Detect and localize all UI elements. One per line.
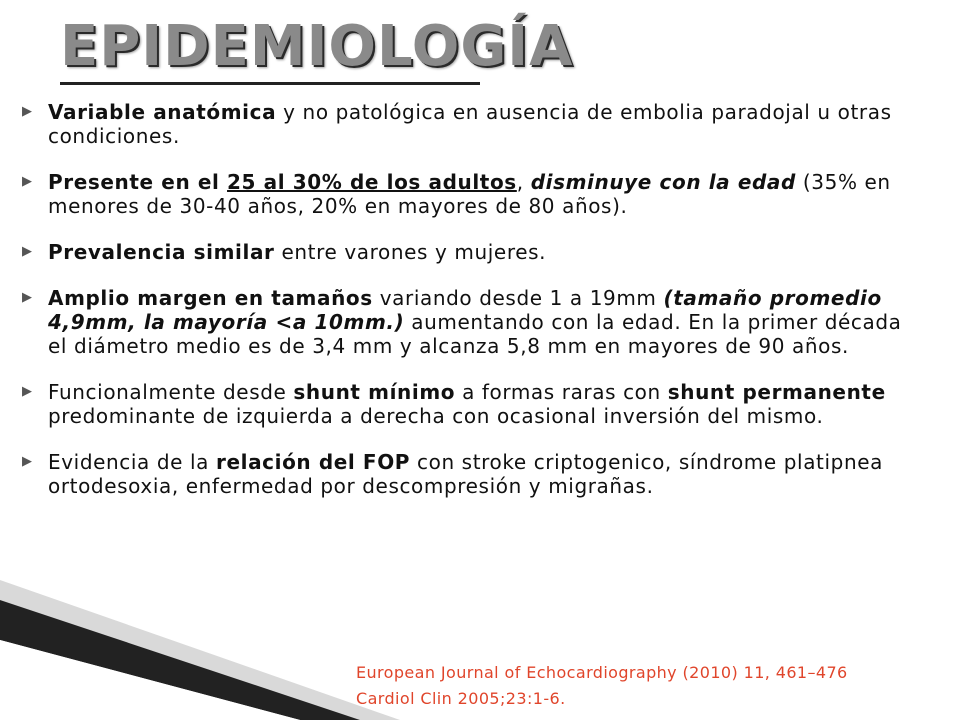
slide-title: EPIDEMIOLOGÍA: [60, 14, 574, 79]
bullet-text-segment: shunt mínimo: [293, 380, 456, 404]
bullet-text-segment: con stroke criptogenico, síndrome platipnea ortodesoxia, enfermedad por descompresión y migrañas.: [48, 450, 883, 498]
bullet-text-segment: Presente en el: [48, 170, 228, 194]
bullet-item: [22, 450, 922, 498]
arrow-right-icon: ▶: [22, 244, 33, 259]
arrow-right-icon: ▶: [22, 290, 33, 305]
references: [356, 660, 848, 712]
bullet-item: [22, 240, 922, 264]
bullet-list: [22, 100, 922, 520]
bullet-text-segment: Evidencia de la: [48, 450, 216, 474]
bullet-text-segment: Prevalencia similar: [48, 240, 275, 264]
bullet-text-segment: predominante de izquierda a derecha con ocasional inversión del mismo.: [48, 404, 824, 428]
bullet-item: [22, 170, 922, 218]
bullet-text-segment: Funcionalmente desde: [48, 380, 294, 404]
bullet-item: [22, 380, 922, 428]
decorative-swoosh: [0, 560, 400, 720]
bullet-text-segment: aumentando con la edad. En la primer década el diámetro medio es de 3,4 mm y alcanza 5,8 mm en mayores de 90 años.: [48, 310, 902, 358]
bullet-text-segment: disminuye con la edad: [530, 170, 796, 194]
bullet-text-segment: (35% en menores de 30-40 años, 20% en mayores de 80 años).: [48, 170, 891, 218]
arrow-right-icon: ▶: [22, 174, 33, 189]
bullet-item: [22, 286, 922, 358]
reference-2: Cardiol Clin 2005;23:1-6.: [356, 689, 566, 708]
bullet-text-segment: entre varones y mujeres.: [274, 240, 547, 264]
bullet-item: [22, 100, 922, 148]
arrow-right-icon: ▶: [22, 104, 33, 119]
bullet-text-segment: 25 al 30% de los adultos: [227, 170, 517, 194]
bullet-text-segment: ,: [516, 170, 531, 194]
bullet-text-segment: shunt permanente: [667, 380, 886, 404]
bullet-text-segment: Amplio margen en tamaños: [48, 286, 373, 310]
bullet-text-segment: variando desde 1 a 19mm: [372, 286, 664, 310]
title-underline: [60, 82, 480, 85]
bullet-text-segment: relación del FOP: [216, 450, 411, 474]
bullet-text-segment: Variable anatómica: [48, 100, 277, 124]
bullet-text-segment: y no patológica en ausencia de embolia paradojal u otras condiciones.: [48, 100, 892, 148]
bullet-text-segment: a formas raras con: [455, 380, 668, 404]
arrow-right-icon: ▶: [22, 384, 33, 399]
bullet-text-segment: (tamaño promedio 4,9mm, la mayoría <a 10mm.): [48, 286, 882, 334]
reference-1: European Journal of Echocardiography (2010) 11, 461–476: [356, 663, 848, 682]
arrow-right-icon: ▶: [22, 454, 33, 469]
